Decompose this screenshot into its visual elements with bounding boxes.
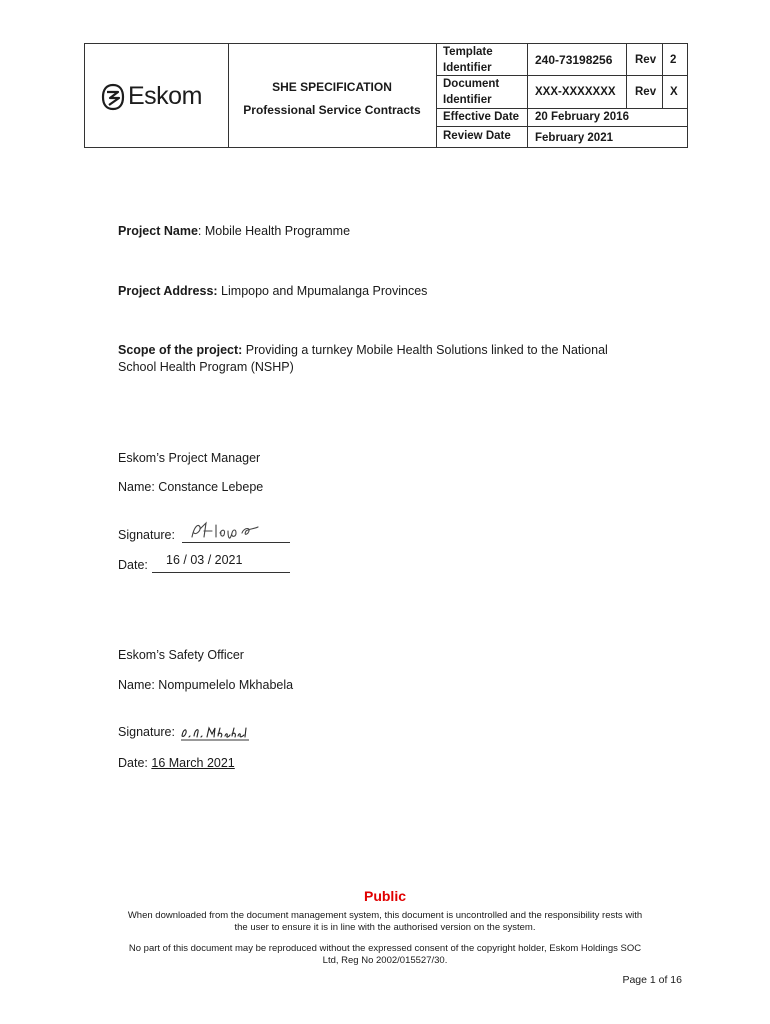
review-date-value: February 2021 bbox=[535, 132, 613, 144]
document-header-table bbox=[84, 43, 688, 148]
rev-value: X bbox=[670, 86, 678, 98]
project-address-label: Project Address: bbox=[118, 284, 218, 298]
header-divider bbox=[436, 44, 437, 147]
pm-name: Name: Constance Lebepe bbox=[118, 480, 264, 494]
so-heading: Eskom’s Safety Officer bbox=[118, 648, 244, 662]
project-scope-label: Scope of the project: bbox=[118, 343, 243, 357]
so-signature-label: Signature: bbox=[118, 725, 175, 739]
project-name bbox=[118, 223, 350, 240]
note-line: Ltd, Reg No 2002/015527/30. bbox=[322, 955, 448, 966]
template-identifier-label: Template Identifier bbox=[443, 46, 493, 74]
project-name-value: : Mobile Health Programme bbox=[197, 224, 351, 238]
document-identifier-value: XXX-XXXXXXX bbox=[535, 86, 616, 98]
so-date bbox=[118, 755, 235, 772]
template-identifier-value: 240-73198256 bbox=[535, 53, 613, 67]
header-divider bbox=[662, 44, 663, 108]
project-name-label: Project Name bbox=[118, 224, 198, 238]
pm-signature-image bbox=[186, 519, 266, 543]
pm-signature-label: Signature: bbox=[118, 528, 175, 542]
eskom-emblem-icon bbox=[101, 83, 125, 111]
pm-date-value: 16 / 03 / 2021 bbox=[166, 553, 243, 567]
project-scope-value-cont: School Health Program (NSHP) bbox=[118, 360, 294, 374]
rev-label: Rev bbox=[635, 86, 657, 98]
copyright-note bbox=[90, 943, 680, 967]
note-line: When downloaded from the document management system, this document is uncontrolled and the responsibility rests with bbox=[127, 910, 643, 921]
note-line: No part of this document may be reproduced without the expressed consent of the copyright holder, Eskom Holdings SOC bbox=[128, 943, 642, 954]
project-scope-value: Providing a turnkey Mobile Health Solutions linked to the National bbox=[242, 343, 608, 357]
effective-date-label: Effective Date bbox=[443, 111, 520, 123]
project-address-value: Limpopo and Mpumalanga Provinces bbox=[217, 284, 428, 298]
header-divider bbox=[527, 44, 528, 147]
rev-value: 2 bbox=[670, 54, 677, 66]
project-address bbox=[118, 283, 427, 300]
so-date-value: 16 March 2021 bbox=[151, 756, 235, 770]
header-divider bbox=[436, 126, 688, 127]
uncontrolled-document-note bbox=[90, 910, 680, 934]
document-identifier-label: Document Identifier bbox=[443, 78, 500, 106]
spec-subtitle: Professional Service Contracts bbox=[243, 103, 421, 117]
page-number: Page 1 of 16 bbox=[622, 974, 682, 986]
eskom-logo bbox=[101, 82, 202, 111]
title-cell bbox=[228, 44, 436, 147]
header-divider bbox=[626, 44, 627, 108]
so-signature-image bbox=[179, 724, 251, 742]
review-date-label: Review Date bbox=[443, 130, 511, 142]
so-name: Name: Nompumelelo Mkhabela bbox=[118, 678, 294, 692]
project-scope bbox=[118, 342, 658, 376]
so-date-label: Date: bbox=[118, 756, 148, 770]
rev-label: Rev bbox=[635, 54, 657, 66]
pm-date-label: Date: bbox=[118, 558, 148, 572]
classification-label: Public bbox=[363, 888, 406, 904]
note-line: the user to ensure it is in line with the authorised version on the system. bbox=[234, 922, 536, 933]
logo-cell bbox=[85, 44, 228, 147]
pm-heading: Eskom’s Project Manager bbox=[118, 451, 261, 465]
logo-text: Eskom bbox=[128, 82, 202, 110]
effective-date-value: 20 February 2016 bbox=[535, 111, 629, 123]
spec-title: SHE SPECIFICATION bbox=[272, 80, 392, 94]
